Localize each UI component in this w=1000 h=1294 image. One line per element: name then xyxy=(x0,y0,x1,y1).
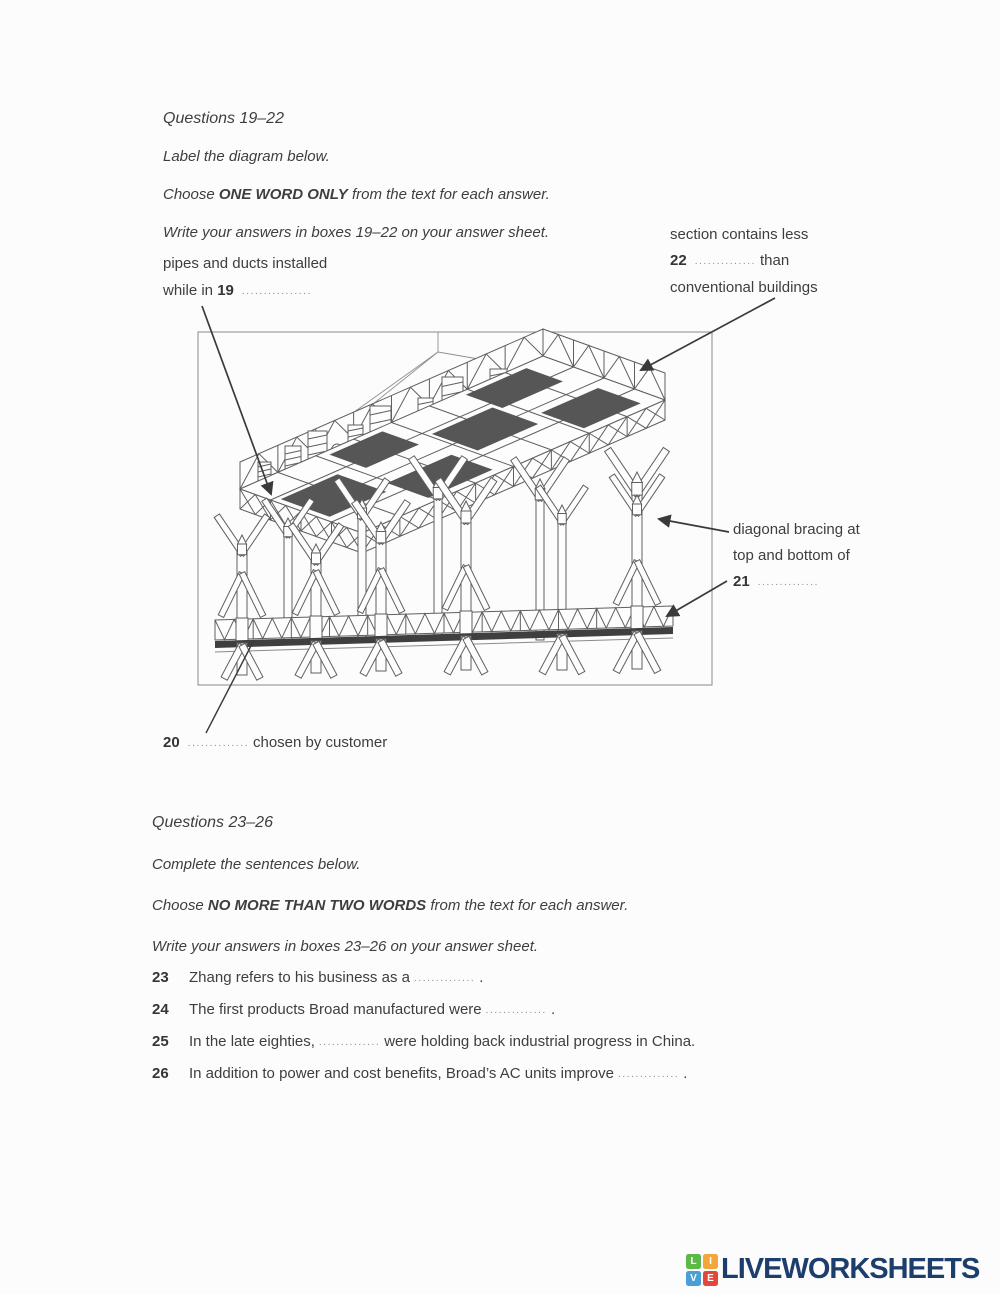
logo-tile-v: V xyxy=(686,1271,701,1286)
question-number: 23 xyxy=(152,969,169,986)
q26-answer-blank: .............. xyxy=(617,1069,680,1080)
section1-instruction-1: Label the diagram below. xyxy=(163,148,330,165)
q21-number: 21 xyxy=(733,573,750,590)
label-q20: 20 .............. chosen by customer xyxy=(163,734,388,751)
section2-instruction-2: Choose NO MORE THAN TWO WORDS from the text for each answer. xyxy=(152,897,629,914)
q24-answer-blank: .............. xyxy=(485,1005,547,1016)
section2-choose-bold: NO MORE THAN TWO WORDS xyxy=(207,897,427,914)
q23-answer-blank: .............. xyxy=(413,973,476,984)
floor-module-icon xyxy=(240,329,665,553)
q20-answer-blank: .............. xyxy=(187,738,249,749)
liveworksheets-tiles-icon xyxy=(686,1254,718,1286)
section2-instruction-3: Write your answers in boxes 23–26 on your answer sheet. xyxy=(152,938,539,955)
q19-answer-blank: ................ xyxy=(241,286,312,297)
question-number: 26 xyxy=(152,1065,169,1082)
arrow-q22 xyxy=(641,298,775,370)
question-row-23: 23 Zhang refers to his business as a .............. . xyxy=(152,969,484,986)
liveworksheets-wordmark: LIVEWORKSHEETS xyxy=(721,1253,980,1285)
arrow-bracing xyxy=(659,519,729,532)
q21-answer-blank: .............. xyxy=(757,577,819,588)
section1-choose-bold: ONE WORD ONLY xyxy=(218,186,348,203)
question-row-25: 25 In the late eighties, .............. were holding back industrial progress in China. xyxy=(152,1033,696,1050)
label-q22-line2: 22 .............. than xyxy=(670,252,790,269)
section2-title: Questions 23–26 xyxy=(152,814,273,831)
building-diagram xyxy=(140,280,860,750)
logo-tile-l: L xyxy=(686,1254,701,1269)
leader-line-q20 xyxy=(206,640,254,733)
question-row-26: 26 In addition to power and cost benefits, Broad’s AC units improve .............. . xyxy=(152,1065,688,1082)
section1-instruction-3: Write your answers in boxes 19–22 on your answer sheet. xyxy=(163,224,550,241)
label-bracing-line2: top and bottom of xyxy=(733,547,850,564)
q22-number: 22 xyxy=(670,252,687,269)
logo-tile-e: E xyxy=(703,1271,718,1286)
logo-tile-i: I xyxy=(703,1254,718,1269)
section2-instruction-1: Complete the sentences below. xyxy=(152,856,361,873)
arrow-q19 xyxy=(202,306,271,494)
liveworksheets-logo[interactable] xyxy=(686,1253,979,1286)
arrow-q21 xyxy=(667,581,727,616)
label-pipes-line1: pipes and ducts installed xyxy=(163,255,328,272)
question-row-24: 24 The first products Broad manufactured were .............. . xyxy=(152,1001,556,1018)
label-bracing-line1: diagonal bracing at xyxy=(733,521,860,538)
label-q22-line1: section contains less xyxy=(670,226,809,243)
q19-number: 19 xyxy=(217,282,234,299)
section1-instruction-2: Choose ONE WORD ONLY from the text for each answer. xyxy=(163,186,550,203)
label-q22-line3: conventional buildings xyxy=(670,279,818,296)
question-number: 25 xyxy=(152,1033,169,1050)
section1-title: Questions 19–22 xyxy=(163,110,284,127)
question-number: 24 xyxy=(152,1001,169,1018)
label-q19: while in 19 ................ xyxy=(163,282,312,299)
q20-number: 20 xyxy=(163,734,180,751)
q25-answer-blank: .............. xyxy=(318,1037,381,1048)
q22-answer-blank: .............. xyxy=(694,256,756,267)
